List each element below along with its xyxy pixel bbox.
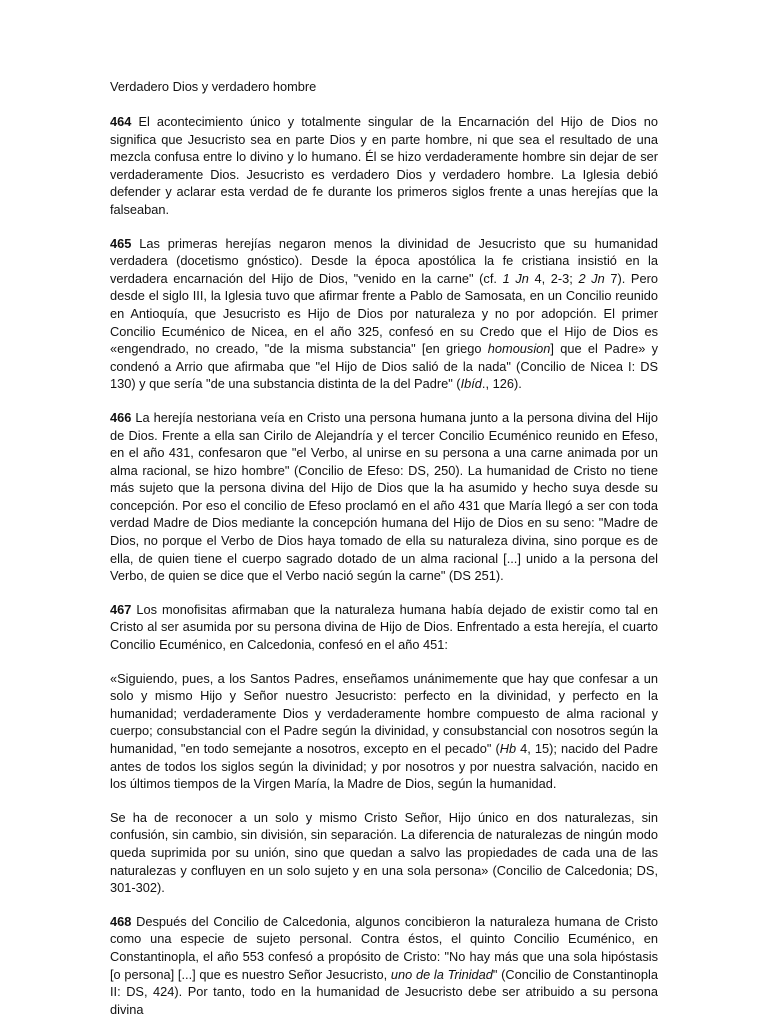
term-italic: homousion xyxy=(487,341,551,357)
paragraph-467 xyxy=(110,601,658,654)
quote-text: Se ha de reconocer a un solo y mismo Cristo Señor, Hijo único en dos naturalezas, sin confusión, sin cambio, sin división, sin separación. La diferencia de naturalezas de ningún modo queda suprimida por su unión, sino que quedan a salvo las propiedades de cada una de las naturalezas y confluyen en un solo sujeto y en una sola persona» (Concilio de Calcedonia; DS, 301-302). xyxy=(110,809,658,896)
paragraph-text: 7). Pero desde el siglo III, la Iglesia tuvo que afirmar frente a Pablo de Samosata, en un Concilio reunido en Antioquía, que Jesucristo es Hijo de Dios por naturaleza y no por adopción. El primer Concilio Ecuménico de Nicea, en el año 325, confesó en su Credo que el Hijo de Dios es «engendrado, no creado, "de la misma substancia" [en griego xyxy=(110,270,658,357)
paragraph-number: 465 xyxy=(110,235,132,251)
paragraph-text: ., 126). xyxy=(481,376,522,392)
paragraph-465 xyxy=(110,235,658,393)
citation-italic: Ibíd xyxy=(460,376,482,392)
quote-text: «Siguiendo, pues, a los Santos Padres, enseñamos unánimemente que hay que confesar a un solo y mismo Hijo y Señor nuestro Jesucristo: perfecto en la divinidad, y perfecto en la humanidad; verdaderamente Dios y verdaderamente hombre compuesto de alma racional y cuerpo; consubstancial con el Padre según la divinidad, y consubstancial con nosotros según la humanidad, "en todo semejante a nosotros, excepto en el pecado" ( xyxy=(110,670,658,756)
quote-paragraph-2 xyxy=(110,809,658,897)
citation-italic: 1 Jn xyxy=(502,270,529,286)
paragraph-number: 468 xyxy=(110,913,132,929)
quote-text: 4, 15); nacido del Padre antes de todos los siglos según la divinidad; y por nosotros y por nuestra salvación, nacido en los últimos tiempos de la Virgen María, la Madre de Dios, según la humanidad. xyxy=(110,741,658,792)
paragraph-text: Los monofisitas afirmaban que la naturaleza humana había dejado de existir como tal en Cristo al ser asumida por su persona divina de Hijo de Dios. Enfrentado a esta herejía, el cuarto Concilio Ecuménico, en Calcedonia, confesó en el año 451: xyxy=(110,601,658,653)
paragraph-text: ] que el Padre» y condenó a Arrio que afirmaba que "el Hijo de Dios salió de la nada" (Concilio de Nicea I: DS 130) y que sería "de una substancia distinta de la del Padre" ( xyxy=(110,341,658,392)
paragraph-468 xyxy=(110,913,658,1019)
citation-italic: uno de la Trinidad xyxy=(390,966,493,982)
document-title: Verdadero Dios y verdadero hombre xyxy=(110,79,317,94)
paragraph-text: 4, 2-3; xyxy=(528,270,579,286)
paragraph-text: " (Concilio de Constantinopla II: DS, 424). Por tanto, todo en la humanidad de Jesucristo debe ser atribuido a su persona divina xyxy=(110,966,658,1017)
paragraph-text: Después del Concilio de Calcedonia, algunos concibieron la naturaleza humana de Cristo como una especie de sujeto personal. Contra éstos, el quinto Concilio Ecuménico, en Constantinopla, el año 553 confesó a propósito de Cristo: "No hay más que una sola hipóstasis [o persona] [...] que es nuestro Señor Jesucristo, xyxy=(110,913,658,982)
paragraph-number: 467 xyxy=(110,601,132,617)
paragraph-number: 464 xyxy=(110,114,132,129)
paragraph-text: La herejía nestoriana veía en Cristo una persona humana junto a la persona divina del Hijo de Dios. Frente a ella san Cirilo de Alejandría y el tercer Concilio Ecuménico reunido en Efeso, en el año 431, confesaron que "el Verbo, al unirse en su persona a una carne animada por un alma racional, se hizo hombre" (Concilio de Efeso: DS, 250). La humanidad de Cristo no tiene más sujeto que la persona divina del Hijo de Dios que la ha asumido y hecho suya desde su concepción. Por eso el concilio de Efeso proclamó en el año 431 que María llegó a ser con toda verdad Madre de Dios mediante la concepción humana del Hijo de Dios en su seno: "Madre de Dios, no porque el Verbo de Dios haya tomado de ella su naturaleza divina, sino porque es de ella, de quien tiene el cuerpo sagrado dotado de un alma racional [...] unido a la persona del Verbo, de quien se dice que el Verbo nació según la carne" (DS 251). xyxy=(110,409,658,584)
citation-italic: Hb xyxy=(499,741,517,756)
paragraph-number: 466 xyxy=(110,409,132,425)
citation-italic: 2 Jn xyxy=(578,270,605,286)
paragraph-text: El acontecimiento único y totalmente singular de la Encarnación del Hijo de Dios no significa que Jesucristo sea en parte Dios y en parte hombre, ni que sea el resultado de una mezcla confusa entre lo divino y lo humano. Él se hizo verdaderamente hombre sin dejar de ser verdaderamente Dios. Jesucristo es verdadero Dios y verdadero hombre. La Iglesia debió defender y aclarar esta verdad de fe durante los primeros siglos frente a unas herejías que la falseaban. xyxy=(110,114,658,217)
paragraph-text: Las primeras herejías negaron menos la divinidad de Jesucristo que su humanidad verdadera (docetismo gnóstico). Desde la época apostólica la fe cristiana insistió en la verdadera encarnación del Hijo de Dios, "venido en la carne" (cf. xyxy=(110,235,658,286)
quote-paragraph-1 xyxy=(110,670,658,793)
paragraph-466 xyxy=(110,409,658,585)
paragraph-464 xyxy=(110,113,658,219)
